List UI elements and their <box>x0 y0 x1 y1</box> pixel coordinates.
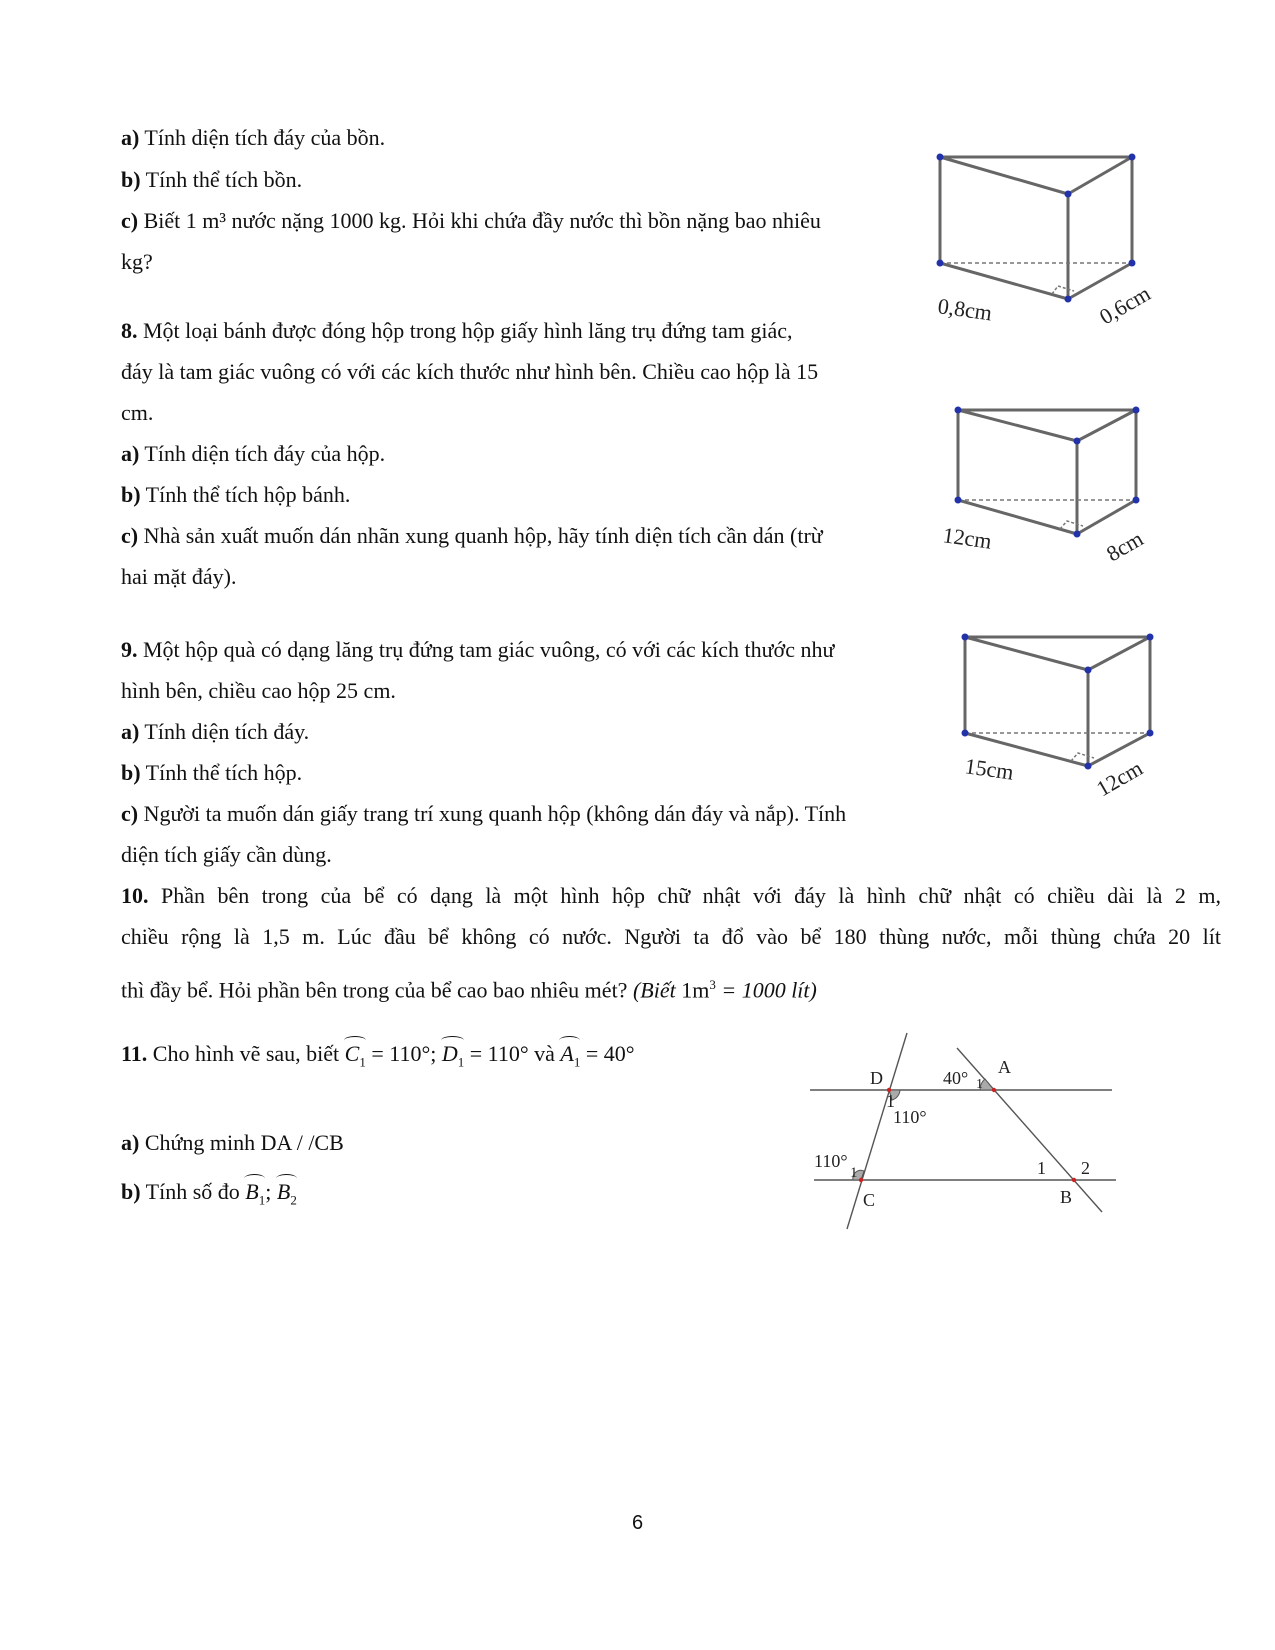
page-number: 6 <box>631 1512 644 1534</box>
p7-c: c) Biết 1 m³ nước nặng 1000 kg. Hỏi khi chứa đầy nước thì bồn nặng bao nhiêu <box>121 208 821 233</box>
fig8-label-1: 12cm <box>941 522 994 554</box>
p8-b: b) Tính thể tích hộp bánh. <box>121 482 351 507</box>
p10-line-3: thì đầy bể. Hỏi phần bên trong của bể cao bao nhiêu mét? (Biết $1m^3 = 1000$ lít) <box>121 977 817 1003</box>
p8-line-2: đáy là tam giác vuông có với các kích thước như hình bên. Chiều cao hộp là 15 <box>121 359 819 384</box>
p10-line-2: chiều rộng là 1,5 m. Lúc đầu bể không có nước. Người ta đổ vào bể 180 thùng nước, mỗi thùng chứa 20 lít <box>121 924 1221 949</box>
label-point-a: A <box>998 1057 1011 1077</box>
p8-a: a) Tính diện tích đáy của hộp. <box>121 441 386 466</box>
label-angle-a: 40° <box>943 1068 969 1088</box>
p11-line-1: 11. Cho hình vẽ sau, biết $C_1 = 110^\circ$; $D_1 = 110^\circ$ và $A_1 = 40^\circ$ <box>121 1034 635 1076</box>
p8-line-3: cm. <box>121 400 154 425</box>
parallel-lines-figure <box>800 1020 1130 1235</box>
mark-a-1: 1 <box>976 1077 983 1092</box>
label-point-b: B <box>1060 1187 1073 1207</box>
angle-b1: $B_1$ <box>245 1172 265 1214</box>
p9-a: a) Tính diện tích đáy. <box>121 719 310 744</box>
p7-c-cont: kg? <box>121 249 153 274</box>
label-point-c: C <box>863 1190 876 1210</box>
p9-line-1: 9. Một hộp quà có dạng lăng trụ đứng tam giác vuông, có với các kích thước như <box>121 637 835 662</box>
angle-b2: $B_2$ <box>277 1172 297 1214</box>
p9-c: c) Người ta muốn dán giấy trang trí xung quanh hộp (không dán đáy và nắp). Tính <box>121 801 847 826</box>
p8-c-cont: hai mặt đáy). <box>121 564 237 589</box>
prism-figure-9 <box>950 627 1180 807</box>
label-angle-c: 110° <box>814 1151 848 1171</box>
angle-c1: $C_1$ <box>345 1034 366 1076</box>
label-angle-d: 110° <box>893 1107 927 1127</box>
fig7-label-2: 0,6cm <box>1095 280 1155 330</box>
fig9-label-2: 12cm <box>1092 755 1147 802</box>
fig7-label-1: 0,8cm <box>936 293 994 326</box>
prism-figure-7 <box>925 145 1175 335</box>
p11-b: b) Tính số đo $B_1$; $B_2$ <box>121 1172 297 1214</box>
p8-line-1: 8. Một loại bánh được đóng hộp trong hộp giấy hình lăng trụ đứng tam giác, <box>121 318 793 343</box>
p9-b: b) Tính thể tích hộp. <box>121 760 303 785</box>
angle-a1: $A_1$ <box>560 1034 580 1076</box>
p7-a: a) Tính diện tích đáy của bồn. <box>121 125 386 150</box>
mark-b-2: 2 <box>1081 1158 1090 1178</box>
fig9-label-1: 15cm <box>963 753 1016 785</box>
label-point-d: D <box>870 1068 883 1088</box>
p9-c-cont: diện tích giấy cần dùng. <box>121 842 332 867</box>
mark-c-1: 1 <box>850 1165 858 1181</box>
mark-b-1: 1 <box>1037 1158 1046 1178</box>
p8-c: c) Nhà sản xuất muốn dán nhãn xung quanh hộp, hãy tính diện tích cần dán (trừ <box>121 523 823 548</box>
prism-figure-8 <box>940 400 1180 585</box>
p10-line-1: 10. Phần bên trong của bể có dạng là một hình hộp chữ nhật với đáy là hình chữ nhật có chiều dài là 2 m, <box>121 883 1221 908</box>
mark-d-1: 1 <box>886 1091 895 1111</box>
p11-a: a) Chứng minh DA / /CB <box>121 1130 344 1155</box>
angle-d1: $D_1$ <box>442 1034 464 1076</box>
p7-b: b) Tính thể tích bồn. <box>121 167 303 192</box>
fig8-label-2: 8cm <box>1102 525 1148 567</box>
p9-line-2: hình bên, chiều cao hộp 25 cm. <box>121 678 396 703</box>
